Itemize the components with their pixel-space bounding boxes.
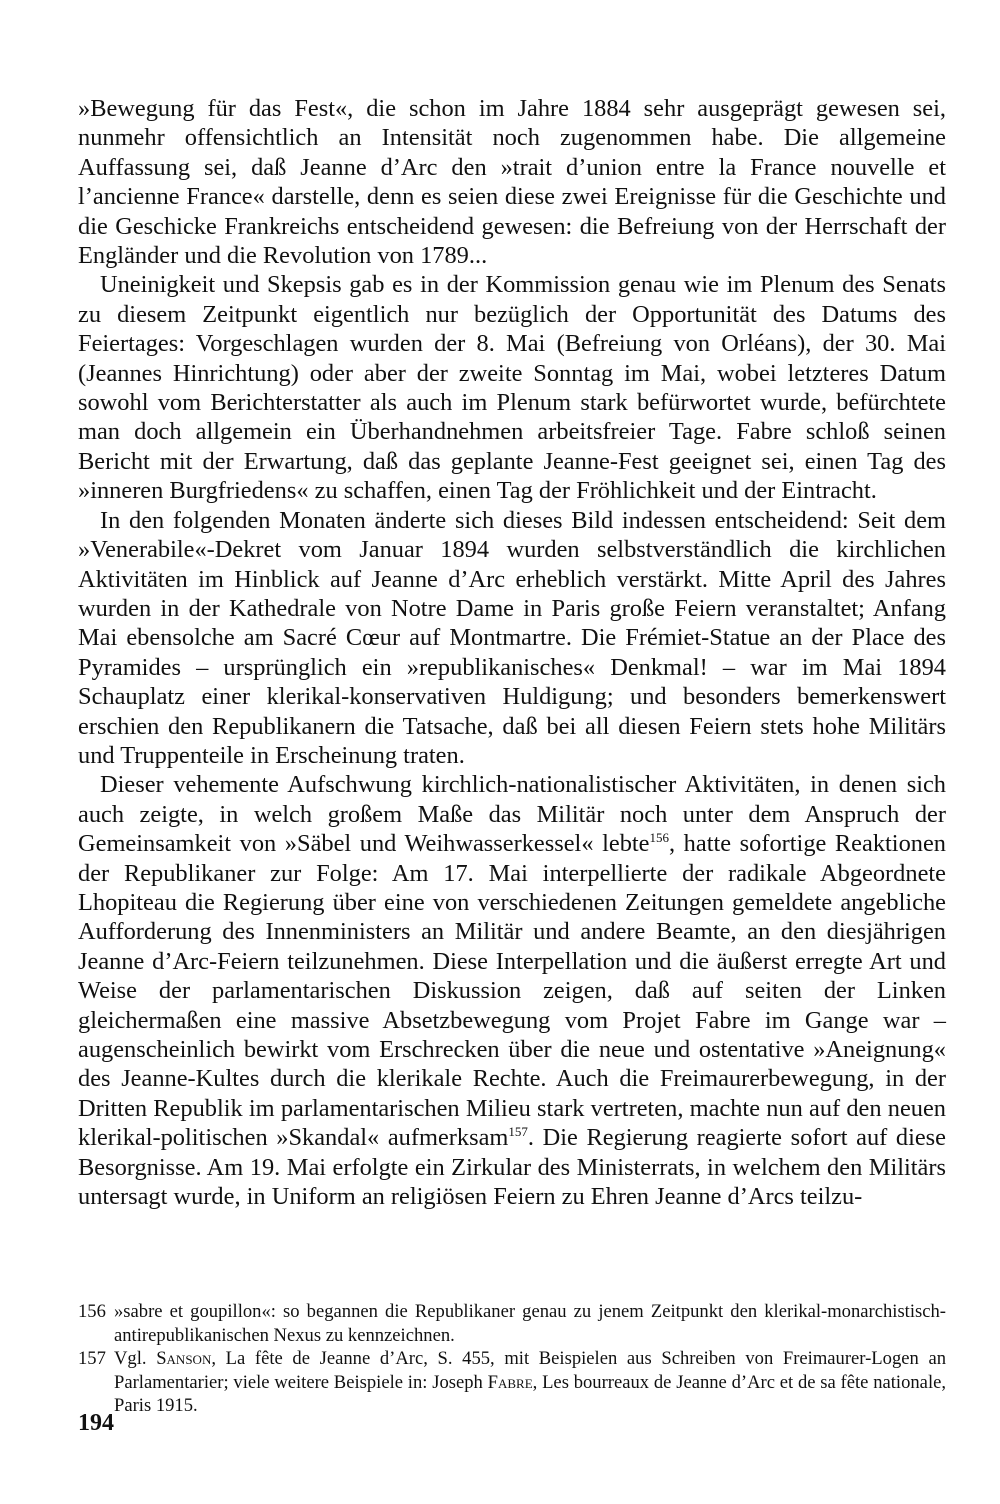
page-number: 194 — [78, 1410, 114, 1436]
text-run: In den folgenden Monaten änderte sich dieses Bild indessen entscheidend: Seit dem »Venerabile«-Dekret vom Januar 1894 wurden selbstverständlich die kirchlichen Aktivitäten im Hinblick auf Jeanne d’Arc erheblich verstärkt. Mitte April des Jahres wurden in der Kathedrale von Notre Dame in Paris große Feiern veranstaltet; Anfang Mai ebensolche am Sacré Cœur auf Montmartre. Die Frémiet-Statue an der Place des Pyramides – ursprünglich ein »republikanisches« Denkmal! – war im Mai 1894 Schauplatz einer klerikal-konservativen Huldigung; und besonders bemerkenswert erschien den Republikanern die Tatsache, daß bei all diesen Feiern stets hohe Militärs und Truppenteile in Erscheinung traten. — [78, 506, 946, 769]
body-text — [78, 94, 946, 1211]
text-run: Dieser vehemente Aufschwung kirchlich-nationalistischer Aktivitäten, in denen sich auch zeigte, in welch großem Maße das Militär noch unter dem Anspruch der Gemeinsamkeit von »Säbel und Weihwasserkessel« lebte — [78, 771, 946, 858]
text-run: , Les bourreaux de Jeanne d’Arc et de sa fête nationale, Paris 1915. — [114, 1371, 947, 1417]
footnote-text — [114, 1300, 946, 1347]
paragraph — [78, 270, 946, 505]
text-run: , hatte sofortige Reaktionen der Republikaner zur Folge: Am 17. Mai interpellierte der radikale Abgeordnete Lhopiteau die Regierung über eine von verschiedenen Zeitungen gemeldete angebliche Aufforderung des Innenministers an Militär und andere Beamte, an den diesjährigen Jeanne d’Arc-Feiern teilzunehmen. Diese Interpellation und die äußerst erregte Art und Weise der parlamentarischen Diskussion zeigen, daß auf seiten der Linken gleichermaßen eine massive Absetzbewegung vom Projet Fabre im Gange war – augenscheinlich bewirkt vom Erschrecken über die neue und ostentative »Aneignung« des Jeanne-Kultes durch die klerikale Rechte. Auch die Freimaurerbewegung, in der Dritten Republik im parlamentarischen Milieu stark vertreten, machte nun auf den neuen klerikal-politischen »Skandal« aufmerksam — [78, 830, 946, 1152]
author-name: Sanson — [156, 1348, 212, 1370]
footnote-reference: 156 — [649, 830, 669, 846]
text-run: »sabre et goupillon«: so begannen die Republikaner genau zu jenem Zeitpunkt den klerikal-monarchistisch-antirepublikanischen Nexus zu kennzeichnen. — [114, 1301, 946, 1346]
text-run: Vgl. — [114, 1348, 157, 1370]
author-name: Fabre — [487, 1371, 533, 1393]
paragraph — [78, 506, 946, 771]
footnotes — [78, 1300, 946, 1418]
footnote — [78, 1347, 946, 1418]
footnote-number: 156 — [78, 1301, 106, 1322]
footnote-number: 157 — [78, 1348, 106, 1370]
paragraph — [78, 94, 946, 270]
text-run: Uneinigkeit und Skepsis gab es in der Kommission genau wie im Plenum des Senats zu diesem Zeitpunkt eigentlich nur bezüglich der Opportunität des Datums des Feiertages: Vorgeschlagen wurden der 8. Mai (Befreiung von Orléans), der 30. Mai (Jeannes Hinrichtung) oder aber der zweite Sonntag im Mai, wobei letzteres Datum sowohl vom Berichterstatter als auch im Plenum stark befürwortet wurde, befürchtete man doch allgemein ein Überhandnehmen arbeitsfreier Tage. Fabre schloß seinen Bericht mit der Erwartung, daß das geplante Jeanne-Fest geeignet sei, einen Tag des »inneren Burgfriedens« zu schaffen, einen Tag der Fröhlichkeit und der Eintracht. — [78, 271, 946, 505]
footnote — [78, 1300, 946, 1347]
paragraph — [78, 770, 946, 1211]
footnote-reference: 157 — [508, 1124, 528, 1140]
text-run: »Bewegung für das Fest«, die schon im Jahre 1884 sehr ausgeprägt gewesen sei, nunmehr offensichtlich an Intensität noch zugenommen habe. Die allgemeine Auffassung sei, daß Jeanne d’Arc den »trait d’union entre la France nouvelle et l’ancienne France« darstelle, denn es seien diese zwei Ereignisse für die Geschichte und die Geschicke Frankreichs entscheidend gewesen: die Befreiung von der Herrschaft der Engländer und die Revolution von 1789... — [78, 95, 946, 270]
footnote-text — [114, 1347, 946, 1418]
text-run: . Die Regierung reagierte sofort auf diese Besorgnisse. Am 19. Mai erfolgte ein Zirkular des Ministerrats, in welchem den Militärs untersagt wurde, in Uniform an religiösen Feiern zu Ehren Jeanne d’Arcs teilzu- — [78, 1124, 946, 1211]
text-run: , La fête de Jeanne d’Arc, S. 455, mit Beispielen aus Schreiben von Freimaurer-Logen an Parlamentarier; viele weitere Beispiele in: Joseph — [114, 1348, 947, 1393]
